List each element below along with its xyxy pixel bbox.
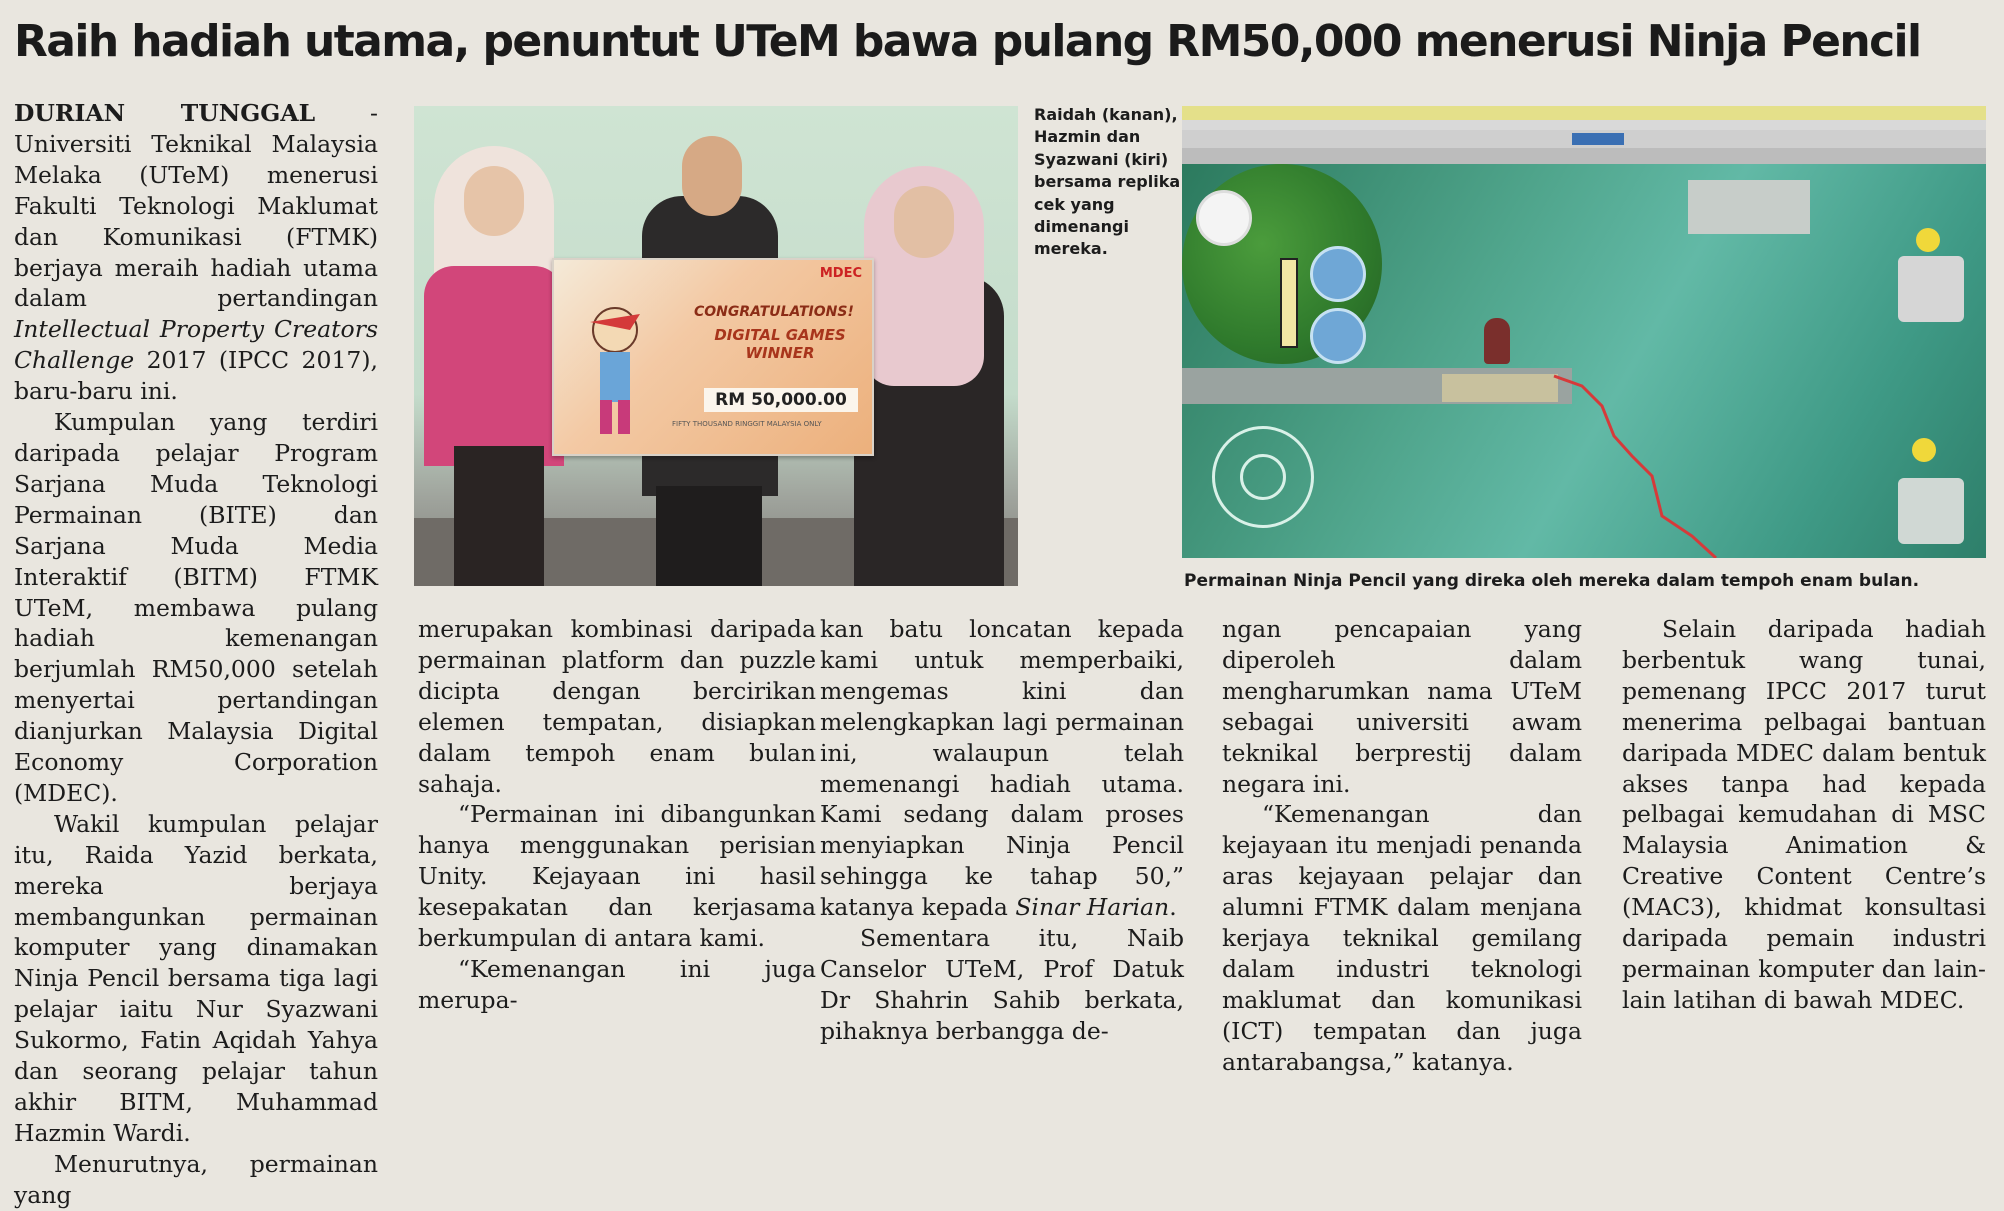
sun-icon: [1916, 228, 1940, 252]
photo2-caption: Permainan Ninja Pencil yang direka oleh mereka dalam tempoh enam bulan.: [1184, 571, 1920, 591]
cheque-brand: MDEC: [819, 266, 862, 281]
person-middle-legs: [656, 486, 762, 586]
paragraph: “Permainan ini dibangunkan hanya menggunakan perisian Unity. Kejayaan ini hasil kesepakatan dan kerjasama berkumpulan di antara kami.: [418, 800, 816, 953]
jump-button: [1898, 478, 1964, 544]
article-column-2: [418, 614, 816, 1016]
cheque-award: DIGITAL GAMES WINNER: [714, 326, 846, 362]
game-screenshot: [1182, 106, 1986, 558]
article-column-3: [820, 614, 1184, 1047]
paragraph-lead: [14, 98, 378, 407]
paragraph: Wakil kumpulan pelajar itu, Raida Yazid berkata, mereka berjaya membangunkan permainan komputer yang dinamakan Ninja Pencil bersama tiga lagi pelajar iaitu Nur Syazwani Sukormo, Fatin Aqidah Yahya dan seorang pelajar tahun akhir BITM, Muhammad Hazmin Wardi.: [14, 809, 378, 1147]
cheque-amount-words: FIFTY THOUSAND RINGGIT MALAYSIA ONLY: [672, 420, 822, 428]
sun-icon: [1912, 438, 1936, 462]
cheque-amount: RM 50,000.00: [704, 388, 858, 412]
paragraph-text: kan batu loncatan kepada kami untuk memperbaiki, mengemas kini dan melengkapkan lagi permainan ini, walaupun telah memenangi hadiah utama. Kami sedang dalam proses menyiapkan Ninja Pencil sehingga ke tahap 50,” katanya kepada: [820, 615, 1184, 922]
paragraph: [820, 614, 1184, 923]
paragraph: ngan pencapaian yang diperoleh dalam mengharumkan nama UTeM sebagai universiti awam teknikal berprestij dalam negara ini.: [1222, 615, 1582, 798]
paragraph: Sementara itu, Naib Canselor UTeM, Prof Datuk Dr Shahrin Sahib berkata, pihaknya berbangga de-: [820, 924, 1184, 1045]
paragraph: “Kemenangan dan kejayaan itu menjadi penanda aras kejayaan pelajar dan alumni FTMK dalam menjana kerjaya teknikal gemilang dalam industri teknologi maklumat dan komunikasi (ICT) tempatan dan juga antarabangsa,” katanya.: [1222, 800, 1582, 1076]
article-column-1: [14, 98, 378, 1211]
paragraph: merupakan kombinasi daripada permainan platform dan puzzle dicipta dengan bercirikan elemen tempatan, disiapkan dalam tempoh enam bulan sahaja.: [418, 615, 816, 798]
joystick-knob: [1240, 454, 1286, 500]
ninja-avatar-icon: [1196, 190, 1252, 246]
lead-end: 2017 (IPCC 2017), baru-baru ini.: [14, 346, 378, 406]
photo1-caption: Raidah (kanan), Hazmin dan Syazwani (kiri) bersama replika cek yang dimenangi mereka.: [1034, 105, 1181, 259]
person-middle-face: [682, 136, 742, 216]
person-left-body: [424, 266, 564, 466]
paragraph-end: .: [1169, 893, 1177, 922]
newspaper-name: Sinar Harian: [1015, 893, 1170, 922]
article-column-4: [1222, 614, 1582, 1078]
ninja-character: [1484, 318, 1510, 364]
pencil-icon: [1280, 258, 1298, 348]
paragraph: Menurutnya, permainan yang: [14, 1149, 378, 1209]
competition-name: Intellectual Property Creators Challenge: [14, 315, 378, 375]
headline: Raih hadiah utama, penuntut UTeM bawa pulang RM50,000 menerusi Ninja Pencil: [14, 16, 1921, 67]
person-left-legs: [454, 446, 544, 586]
person-right-face: [894, 186, 954, 258]
paragraph: Kumpulan yang terdiri daripada pelajar Program Sarjana Muda Teknologi Permainan (BITE) dan Sarjana Muda Media Interaktif (BITM) FTMK UTeM, membawa pulang hadiah kemenangan berjumlah RM50,000 setelah menyertai pertandingan dianjurkan Malaysia Digital Economy Corporation (MDEC).: [14, 408, 378, 807]
eraser-tool-icon: [1310, 246, 1366, 302]
cheque-title: CONGRATULATIONS!: [694, 304, 854, 320]
brush-tool-icon: [1310, 308, 1366, 364]
lead-text: - Universiti Teknikal Malaysia Melaka (UTeM) menerusi Fakulti Teknologi Maklumat dan Komunikasi (FTMK) berjaya meraih hadiah utama dalam pertandingan: [14, 99, 378, 313]
ninja-illustration-icon: [570, 300, 660, 440]
replica-cheque: [552, 258, 874, 456]
paragraph: Selain daripada hadiah berbentuk wang tunai, pemenang IPCC 2017 turut menerima pelbagai bantuan daripada MDEC dalam bentuk akses tanpa had kepada pelbagai kemudahan di MSC Malaysia Animation & Creative Content Centre’s (MAC3), khidmat konsultasi daripada pemain industri permainan komputer dan lain-lain latihan di bawah MDEC.: [1622, 615, 1986, 1014]
action-button: [1898, 256, 1964, 322]
person-left-face: [464, 166, 524, 236]
dateline: DURIAN TUNGGAL: [14, 99, 316, 127]
paragraph: “Kemenangan ini juga merupa-: [418, 954, 816, 1014]
article-column-5: [1622, 614, 1986, 1016]
winners-photo: [414, 106, 1018, 586]
